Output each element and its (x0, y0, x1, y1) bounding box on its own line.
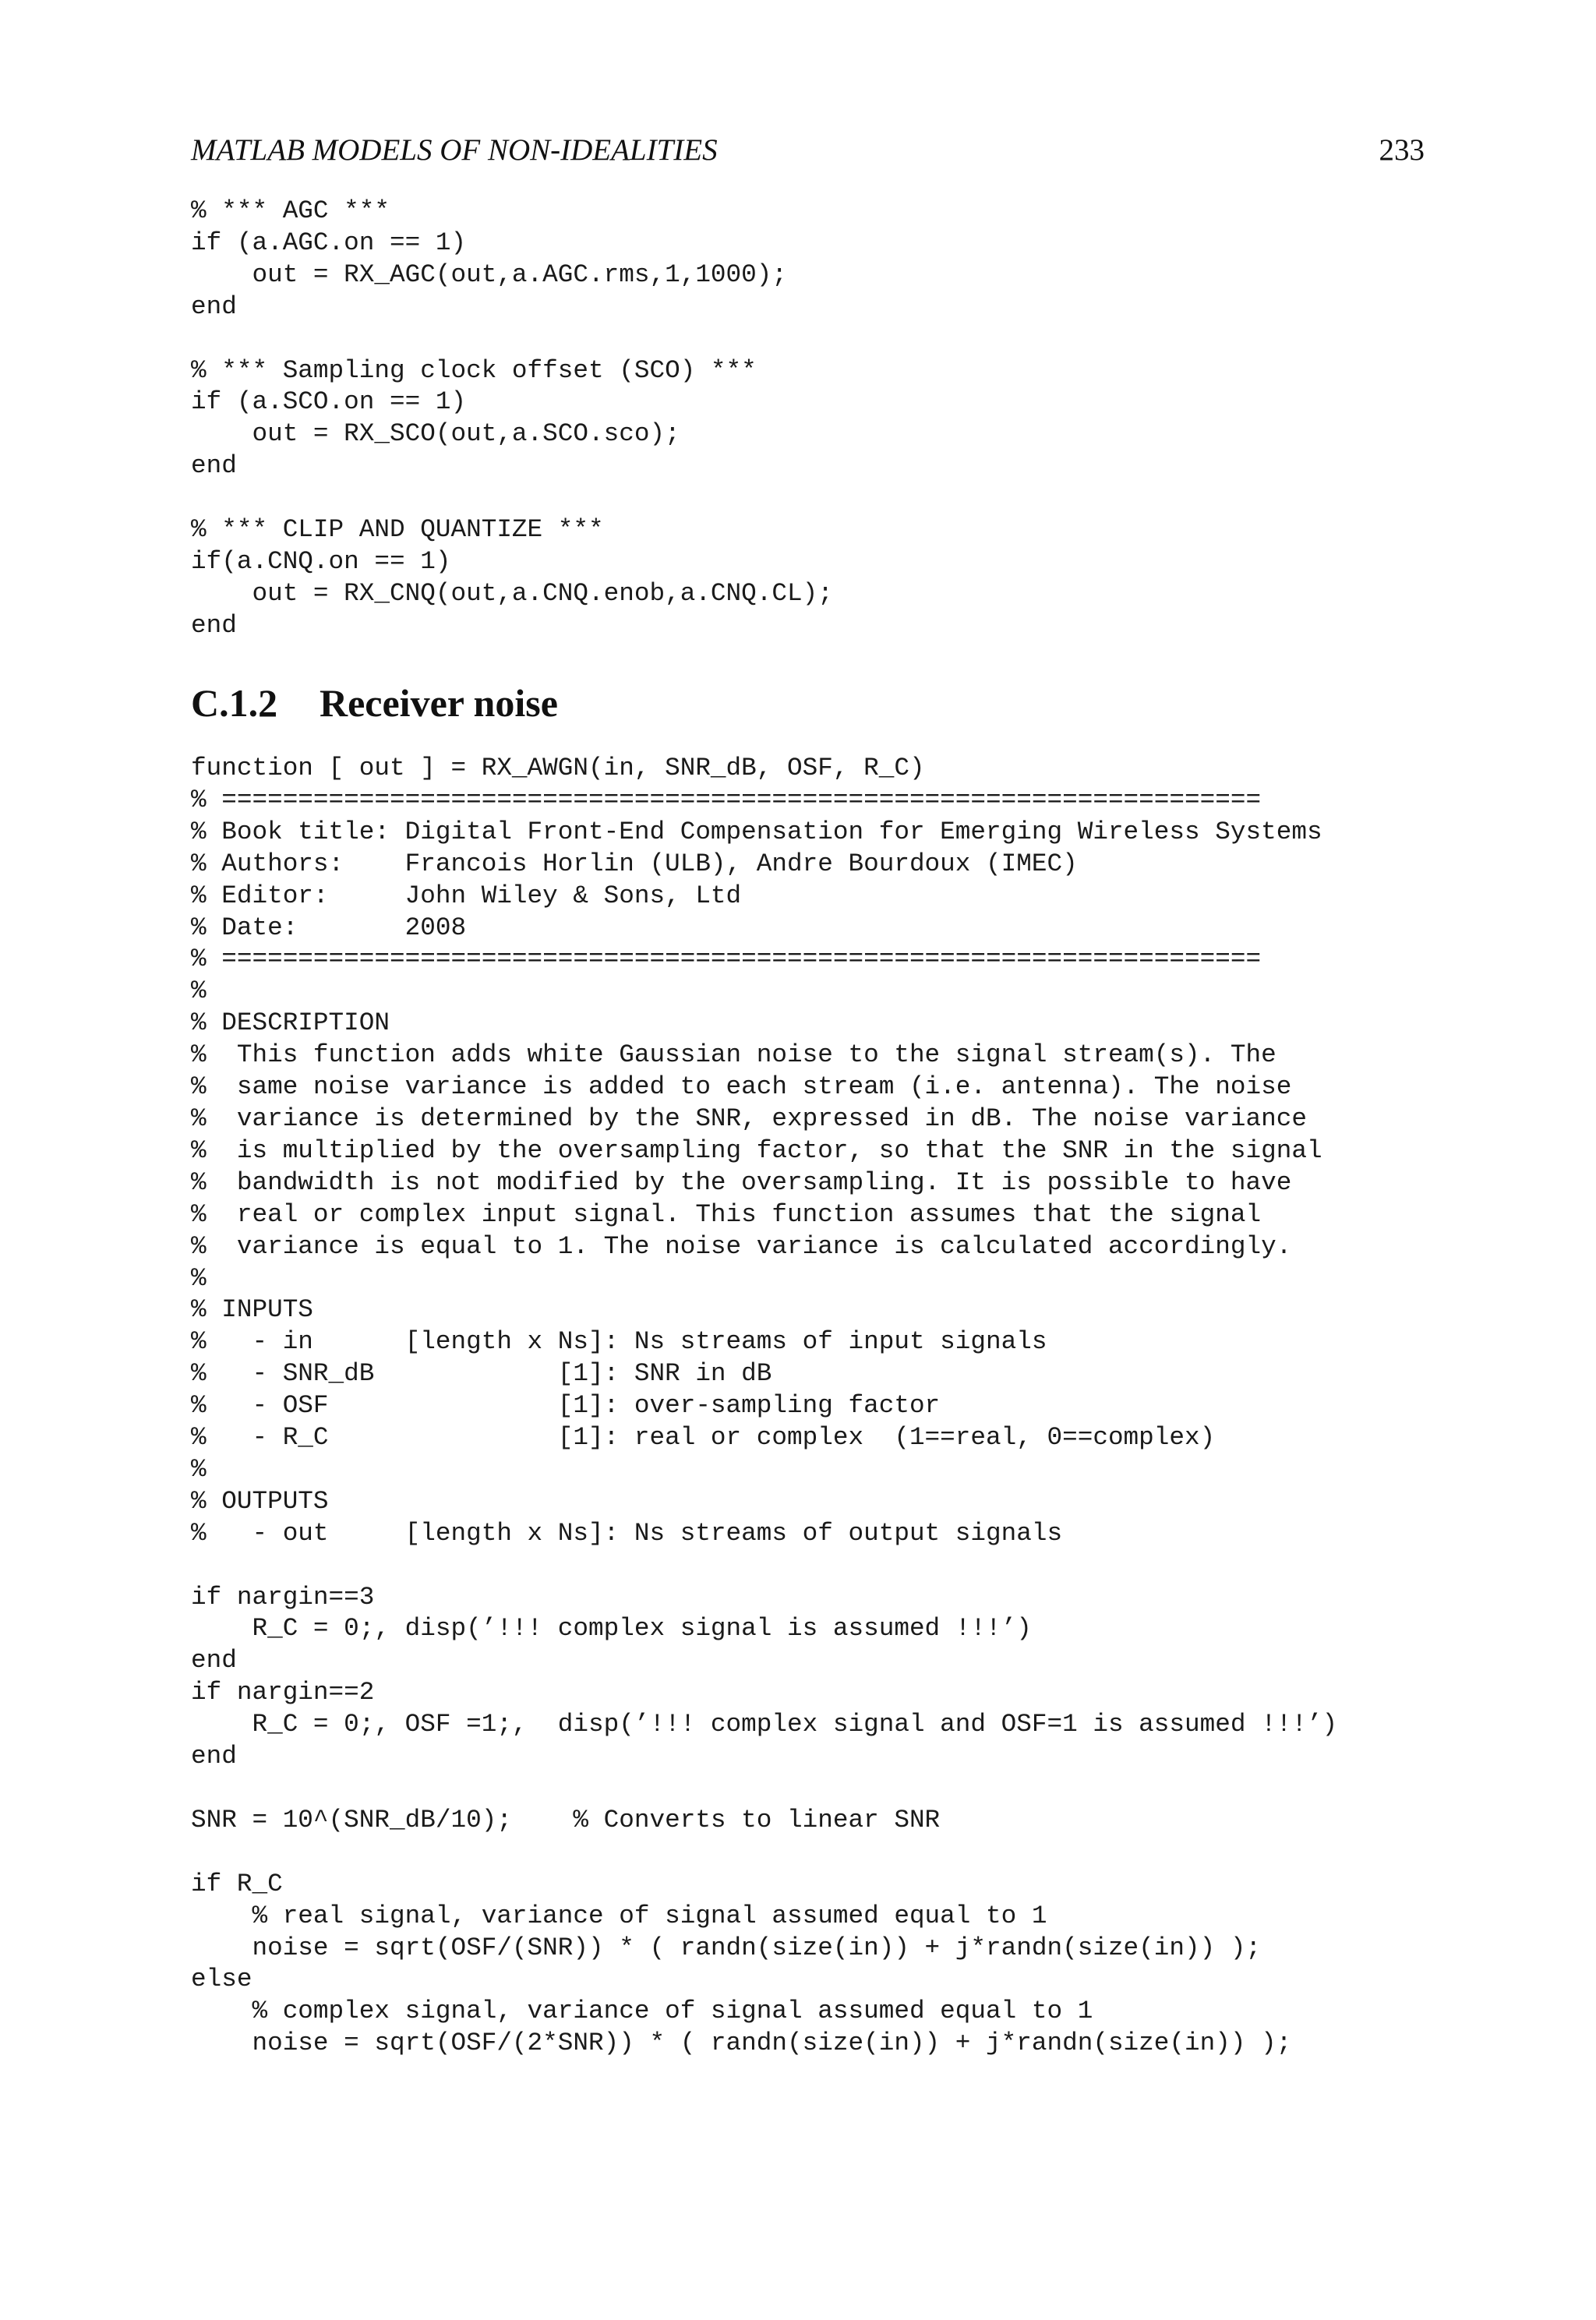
section-number: C.1.2 (191, 681, 278, 725)
section-heading (191, 680, 558, 726)
running-head (191, 132, 1425, 171)
running-title: MATLAB MODELS OF NON-IDEALITIES (191, 133, 718, 167)
code-listing-rx-impairments: % *** AGC *** if (a.AGC.on == 1) out = RX_AGC(out,a.AGC.rms,1,1000); end % *** Sampling clock offset (SCO) *** if (a.SCO.on == 1) out = RX_SCO(out,a.SCO.sco); end % *** CLIP AND QUANTIZE *** if(a.CNQ.on == 1) out = RX_CNQ(out,a.CNQ.enob,a.CNQ.CL); end (191, 196, 833, 640)
code-listing-rx-awgn: function [ out ] = RX_AWGN(in, SNR_dB, OSF, R_C) % ==================================================================== % Book title: Digital Front-End Compensation for Emerging Wireless Systems % Authors: Francois Horlin (ULB), Andre Bourdoux (IMEC) % Editor: John Wiley & Sons, Ltd % Date: 2008 % ==================================================================== % % DESCRIPTION % This function adds white Gaussian noise to the signal stream(s). The % same noise variance is added to each stream (i.e. antenna). The noise % variance is determined by the SNR, expressed in dB. The noise variance % is multiplied by the oversampling factor, so that the SNR in the signal % bandwidth is not modified by the oversampling. It is possible to have % real or complex input signal. This function assumes that the signal % variance is equal to 1. The noise variance is calculated accordingly. % % INPUTS % - in [length x Ns]: Ns streams of input signals % - SNR_dB [1]: SNR in dB % - OSF [1]: over-sampling factor % - R_C [1]: real or complex (1==real, 0==complex) % % OUTPUTS % - out [length x Ns]: Ns streams of output signals if nargin==3 R_C = 0;, disp(’!!! complex signal is assumed !!!’) end if nargin==2 R_C = 0;, OSF =1;, disp(’!!! complex signal and OSF=1 is assumed !!!’) end SNR = 10^(SNR_dB/10); % Converts to linear SNR if R_C % real signal, variance of signal assumed equal to 1 noise = sqrt(OSF/(SNR)) * ( randn(size(in)) + j*randn(size(in)) ); else % complex signal, variance of signal assumed equal to 1 noise = sqrt(OSF/(2*SNR)) * ( randn(size(in)) + j*randn(size(in)) ); (191, 754, 1338, 2058)
section-title: Receiver noise (320, 681, 558, 725)
page-number: 233 (1379, 133, 1425, 167)
